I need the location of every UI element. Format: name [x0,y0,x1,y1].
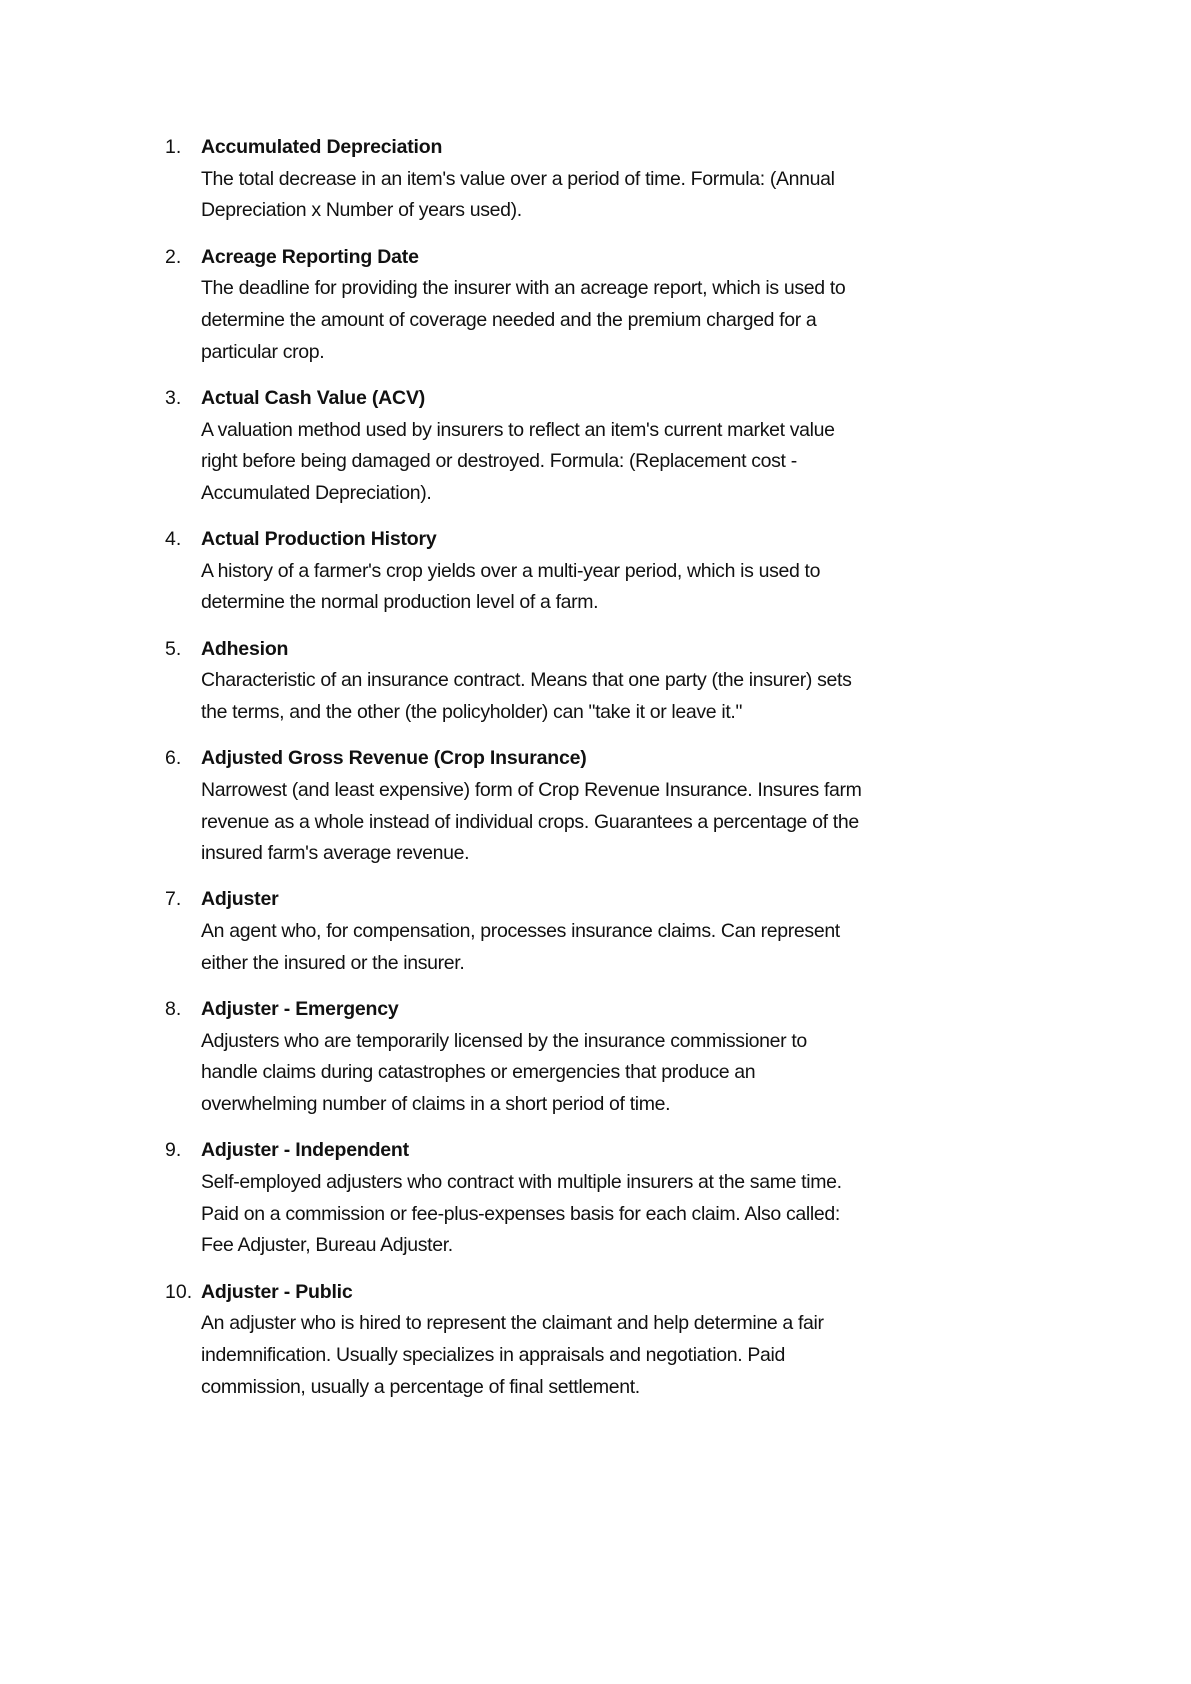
definition-line: particular crop. [201,340,325,363]
glossary-item [165,994,985,1121]
item-number: 5. [165,637,182,660]
item-number: 4. [165,528,182,551]
glossary-term: Acreage Reporting Date [201,245,419,268]
glossary-item [165,1277,985,1404]
glossary-term-row [165,1277,985,1309]
definition-line: The total decrease in an item's value over a period of time. Formula: (Annual [201,167,835,190]
glossary-item [165,1135,985,1262]
definition-line: overwhelming number of claims in a short period of time. [201,1093,671,1116]
item-number: 8. [165,998,182,1020]
glossary-term-row [165,743,985,775]
definition-line: insured farm's average revenue. [201,842,470,865]
definition-line: A history of a farmer's crop yields over a multi-year period, which is used to [201,559,821,582]
glossary-term-row [165,524,985,556]
glossary-term: Actual Production History [201,528,437,551]
definition-line: either the insured or the insurer. [201,951,465,974]
glossary-term: Adjuster - Emergency [201,998,399,1020]
glossary-term-row [165,132,985,164]
definition-line: Fee Adjuster, Bureau Adjuster. [201,1234,453,1257]
item-number: 10. [165,1280,193,1303]
definition-line: An agent who, for compensation, processes insurance claims. Can represent [201,920,840,943]
glossary-term-row [165,1135,985,1167]
glossary-item [165,383,985,510]
definition-line: commission, usually a percentage of final settlement. [201,1375,640,1398]
definition-line: indemnification. Usually specializes in appraisals and negotiation. Paid [201,1343,785,1366]
item-number: 3. [165,386,182,409]
glossary-term-row [165,884,985,916]
glossary-item [165,884,985,979]
definition-line: The deadline for providing the insurer with an acreage report, which is used to [201,277,846,300]
definition-line: Paid on a commission or fee-plus-expenses basis for each claim. Also called: [201,1202,840,1225]
item-number: 1. [165,136,182,158]
glossary-term: Adjuster [201,888,279,911]
definition-line: An adjuster who is hired to represent the claimant and help determine a fair [201,1312,824,1335]
definition-line: Characteristic of an insurance contract. Means that one party (the insurer) sets [201,669,852,692]
item-number: 7. [165,888,182,911]
glossary-item [165,132,985,227]
definition-line: Depreciation x Number of years used). [201,199,522,222]
definition-line: handle claims during catastrophes or emergencies that produce an [201,1061,756,1084]
glossary-list [165,132,985,1418]
definition-line: determine the normal production level of a farm. [201,591,599,614]
glossary-term: Adjusted Gross Revenue (Crop Insurance) [201,747,587,770]
glossary-term-row [165,383,985,415]
glossary-item [165,242,985,369]
item-number: 6. [165,747,182,770]
glossary-item [165,634,985,729]
definition-line: the terms, and the other (the policyholder) can "take it or leave it." [201,701,743,723]
definition-line: A valuation method used by insurers to reflect an item's current market value [201,418,835,441]
definition-line: revenue as a whole instead of individual crops. Guarantees a percentage of the [201,810,859,833]
definition-line: Adjusters who are temporarily licensed by the insurance commissioner to [201,1029,807,1052]
item-number: 2. [165,245,182,268]
glossary-term: Accumulated Depreciation [201,136,443,158]
glossary-term-row [165,994,985,1026]
definition-line: Self-employed adjusters who contract with multiple insurers at the same time. [201,1170,842,1193]
definition-line: Accumulated Depreciation). [201,481,432,504]
glossary-term: Adjuster - Public [201,1280,353,1303]
item-number: 9. [165,1139,182,1162]
glossary-term: Actual Cash Value (ACV) [201,386,426,409]
glossary-term: Adjuster - Independent [201,1139,409,1162]
glossary-term: Adhesion [201,637,289,660]
glossary-term-row [165,634,985,666]
definition-line: right before being damaged or destroyed. Formula: (Replacement cost - [201,450,797,473]
glossary-item [165,743,985,870]
glossary-term-row [165,242,985,274]
definition-line: Narrowest (and least expensive) form of Crop Revenue Insurance. Insures farm [201,778,862,801]
glossary-item [165,524,985,619]
definition-line: determine the amount of coverage needed and the premium charged for a [201,308,817,331]
